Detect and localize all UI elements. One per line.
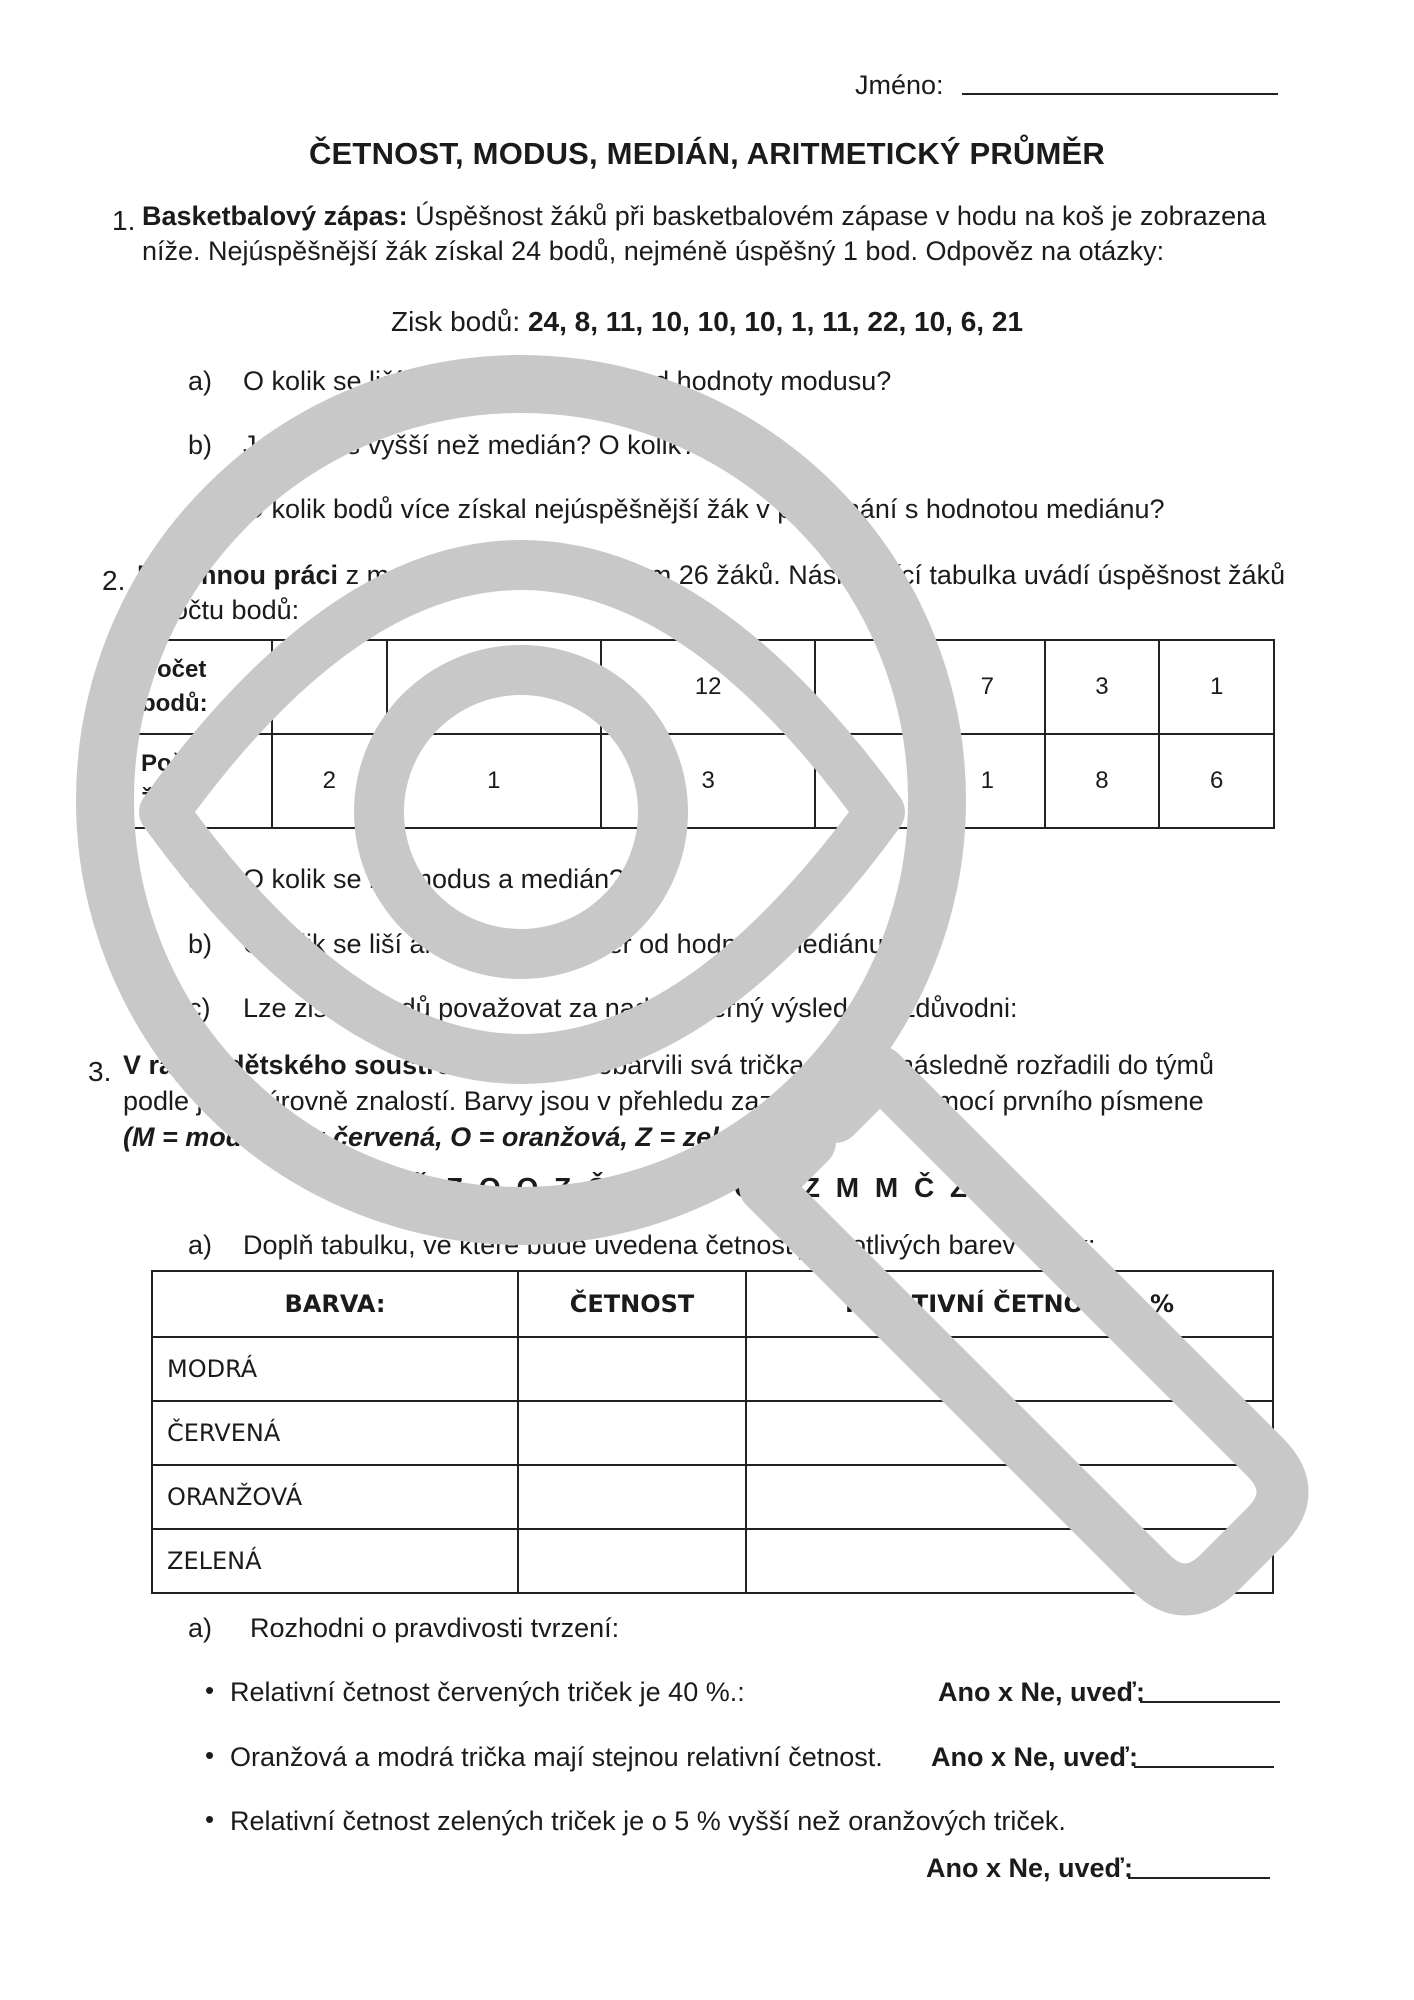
points-cell: 12 [601, 640, 815, 734]
points-row-header: Počet bodů: [130, 640, 272, 734]
task2-q-b-text: O kolik se liší aritmetický průměr od hodnoty mediánu? [243, 929, 899, 959]
points-cell[interactable] [272, 640, 387, 734]
task1-q-a-letter: a) [188, 366, 213, 396]
task1-q-b-letter: b) [188, 430, 213, 460]
points-values: 24, 8, 11, 10, 10, 10, 1, 11, 22, 10, 6, 21 [527, 306, 1024, 337]
table-row [152, 1401, 1273, 1465]
statement-3-answer-label: Ano x Ne, uveď: [926, 1853, 1133, 1883]
points-cell: 1 [1159, 640, 1274, 734]
table-row [152, 1465, 1273, 1529]
relative-frequency-input-cell[interactable] [746, 1337, 1273, 1401]
task1-number: 1. [112, 205, 136, 236]
points-cell[interactable] [815, 640, 930, 734]
page-title: ČETNOST, MODUS, MEDIÁN, ARITMETICKÝ PRŮMĚR [308, 136, 1106, 171]
students-cell: 3 [601, 734, 815, 828]
bullet-icon: • [205, 1804, 215, 1834]
task2-q-c-text: Lze zisk 7 bodů považovat za nadprůměrný výsledek? Zdůvodni: [243, 993, 1018, 1023]
task1-heading: Basketbalový zápas: [142, 201, 408, 231]
points-cell: 14 [387, 640, 601, 734]
table-row [152, 1529, 1273, 1593]
task3-q-b-text: Rozhodni o pravdivosti tvrzení: [250, 1613, 620, 1643]
statement-1-text: Relativní četnost červených triček je 40 %.: [230, 1677, 745, 1707]
students-cell: 1 [930, 734, 1045, 828]
statement-3-answer-line[interactable] [1128, 1877, 1270, 1879]
task2-q-b-letter: b) [188, 929, 213, 959]
table-row [152, 1337, 1273, 1401]
task3-q-b-letter: a) [188, 1613, 213, 1643]
statement-2-answer-label: Ano x Ne, uveď: [931, 1742, 1138, 1772]
frequency-input-cell[interactable] [518, 1465, 746, 1529]
statement-3-text: Relativní četnost zelených triček je o 5 % vyšší než oranžových triček. [230, 1806, 1066, 1836]
shirt-letters: Č Z O O Z Č Č Č M Č Z Z M M Č Z Z [410, 1172, 1004, 1203]
students-row-header: Počet žáků: [130, 734, 272, 828]
bullet-icon: • [205, 1740, 215, 1770]
task1-q-c-text: O kolik bodů více získal nejúspěšnější žák v porovnání s hodnotou mediánu? [243, 494, 1165, 524]
color-cell: ORANŽOVÁ [152, 1465, 518, 1529]
statement-1-answer-label: Ano x Ne, uveď: [938, 1677, 1145, 1707]
task2-number: 2. [102, 565, 126, 596]
task1-intro-line1 [142, 201, 1266, 232]
task3-q-a-text: Doplň tabulku, ve které bude uvedena četnost jednotlivých barev triček: [243, 1230, 1096, 1260]
points-cell: 7 [930, 640, 1045, 734]
statement-2-text: Oranžová a modrá trička mají stejnou relativní četnost. [230, 1742, 883, 1772]
frequency-input-cell[interactable] [518, 1401, 746, 1465]
color-frequency-table [151, 1270, 1274, 1594]
relative-frequency-input-cell[interactable] [746, 1401, 1273, 1465]
bullet-icon: • [205, 1675, 215, 1705]
students-cell: 5 [815, 734, 930, 828]
task1-intro-line2: níže. Nejúspěšnější žák získal 24 bodů, nejméně úspěšný 1 bod. Odpověz na otázky: [142, 236, 1165, 266]
color-cell: ZELENÁ [152, 1529, 518, 1593]
relative-frequency-input-cell[interactable] [746, 1529, 1273, 1593]
col-header-frequency: ČETNOST [518, 1271, 746, 1337]
task2-q-a-letter: a) [188, 864, 213, 894]
points-line [0, 306, 1414, 338]
task2-intro-line1 [137, 560, 1285, 591]
points-table [129, 639, 1275, 829]
students-cell: 8 [1045, 734, 1160, 828]
points-label: Zisk bodů: [390, 306, 521, 337]
points-row [130, 640, 1274, 734]
name-field-line[interactable] [962, 93, 1278, 95]
color-cell: MODRÁ [152, 1337, 518, 1401]
task1-q-c-letter: c) [188, 494, 211, 524]
task3-intro-line1 [123, 1050, 1214, 1081]
task3-number: 3. [88, 1056, 112, 1087]
name-label: Jméno: [855, 70, 944, 100]
students-cell: 2 [272, 734, 387, 828]
task3-q-a-letter: a) [188, 1230, 213, 1260]
statement-2-answer-line[interactable] [1134, 1766, 1274, 1768]
col-header-color: BARVA: [152, 1271, 518, 1337]
task3-intro-line2: podle jejich úrovně znalostí. Barvy jsou v přehledu zaznamenány pomocí prvního písmene [123, 1086, 1204, 1116]
relative-frequency-input-cell[interactable] [746, 1465, 1273, 1529]
color-cell: ČERVENÁ [152, 1401, 518, 1465]
col-header-relative-frequency: RELATIVNÍ ČETNOST v % [746, 1271, 1273, 1337]
task2-intro-text: z matematiku psalo celkem 26 žáků. Následující tabulka uvádí úspěšnost žáků [345, 560, 1286, 590]
frequency-input-cell[interactable] [518, 1529, 746, 1593]
task2-q-a-text: O kolik se liší modus a medián? [243, 864, 625, 894]
task2-intro-line2: v počtu bodů: [137, 595, 300, 625]
task1-q-a-text: O kolik se liší aritmetický průměr od hodnoty modusu? [243, 366, 892, 396]
task2-heading: Písemnou práci [137, 560, 339, 590]
statement-1-answer-line[interactable] [1140, 1701, 1280, 1703]
task1-q-b-text: Je modus vyšší než medián? O kolik? [243, 430, 697, 460]
task1-intro-text: Úspěšnost žáků při basketbalovém zápase v hodu na koš je zobrazena [415, 201, 1267, 231]
points-cell: 3 [1045, 640, 1160, 734]
task3-heading: V rámci dětského soustředění [123, 1050, 508, 1080]
students-cell: 6 [1159, 734, 1274, 828]
frequency-input-cell[interactable] [518, 1337, 746, 1401]
task3-intro-text: si žáci obarvili svá trička, aby je následně rozřadili do týmů [514, 1050, 1214, 1080]
color-legend: (M = modrá, Č = červená, O = oranžová, Z = zelená). [123, 1122, 782, 1152]
students-cell: 1 [387, 734, 601, 828]
header-row [152, 1271, 1273, 1337]
task2-q-c-letter: c) [188, 993, 211, 1023]
students-row [130, 734, 1274, 828]
